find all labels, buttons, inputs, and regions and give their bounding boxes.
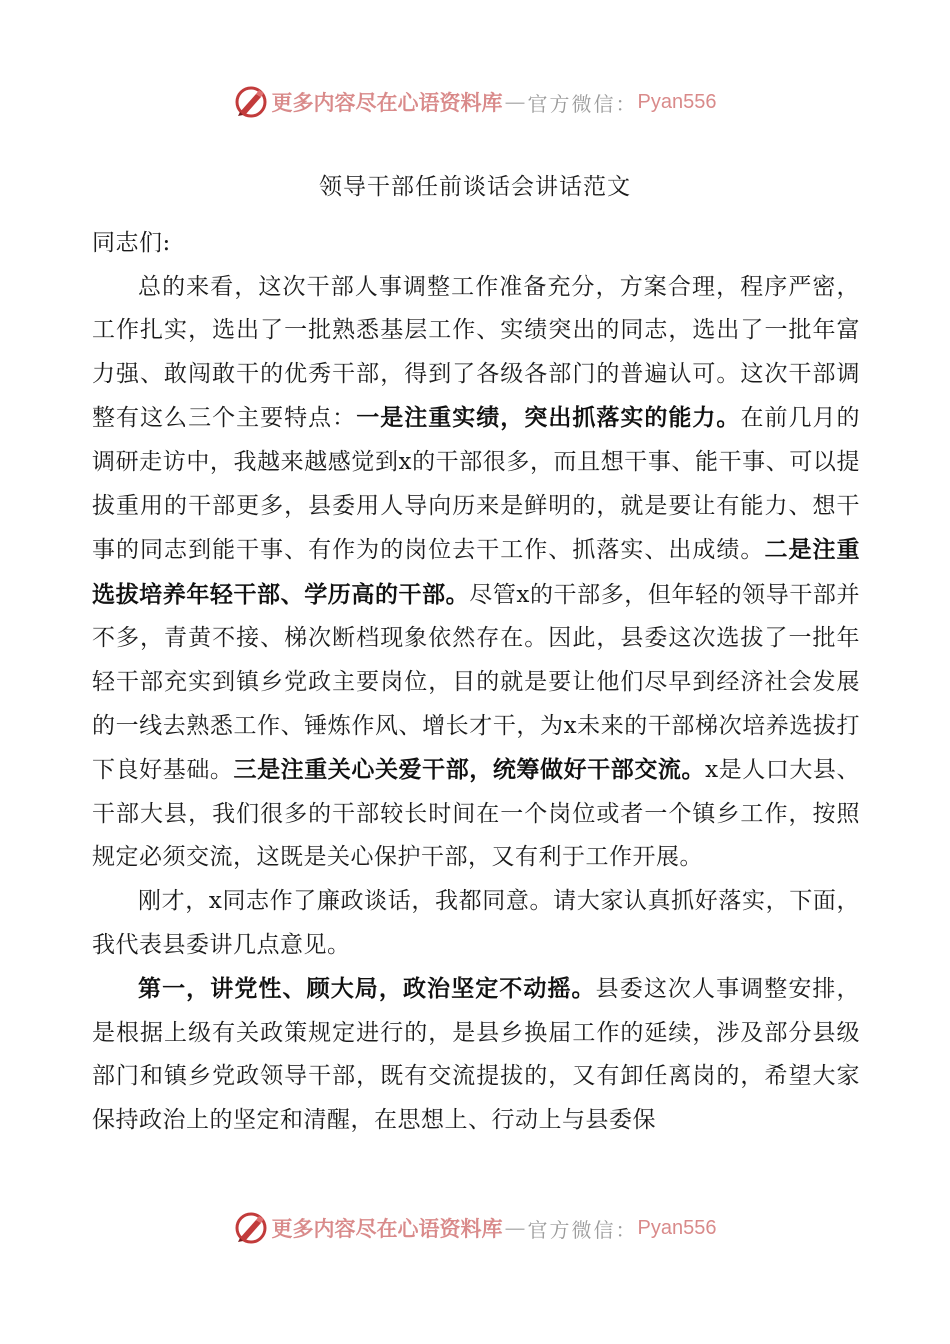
salutation: 同志们: (92, 230, 171, 256)
banner-wechat-label: 官方微信： (527, 1217, 638, 1242)
paragraph-characteristics (92, 266, 860, 880)
paragraph-text: 县委这次人事调整安排，是根据上级有关政策规定进行的，是县乡换届工作的延续，涉及部分县级部门和镇乡党政领导干部，既有交流提拔的，又有卸任离岗的，希望大家保持政治上的坚定和清醒，在思想上、行动上与县委保 (92, 976, 861, 1133)
bold-point-one: 一是注重实绩，突出抓落实的能力。 (356, 404, 741, 432)
pen-logo-icon (234, 85, 268, 119)
bold-heading-first: 第一，讲党性、顾大局，政治坚定不动摇。 (138, 975, 596, 1003)
document-title: 领导干部任前谈话会讲话范文 (319, 174, 631, 200)
paragraph-first-opinion (92, 967, 860, 1142)
banner-wechat-id: Pyan556 (637, 1216, 717, 1239)
paragraph-text: x是人口大县、干部大县，我们很多的干部较长时间在一个岗位或者一个镇乡工作，按照规定必须交流，这既是关心保护干部，又有利于工作开展。 (92, 757, 861, 871)
paragraph-transition: 刚才，x同志作了廉政谈话，我都同意。请大家认真抓好落实，下面，我代表县委讲几点意见。 (92, 887, 860, 958)
paragraph-text: 尽管x的干部多，但年轻的领导干部并不多，青黄不接、梯次断档现象依然存在。因此，县委这次选拔了一批年轻干部充实到镇乡党政主要岗位，目的就是要让他们尽早到经济社会发展的一线去熟悉工作、锤炼作风、增长才干，为x未来的干部梯次培养选拔打下良好基础。 (92, 581, 860, 784)
banner-wechat-id: Pyan556 (637, 90, 717, 113)
paragraph-text: 在前几月的调研走访中，我越来越感觉到x的干部很多，而且想干事、能干事、可以提拔重用的干部更多，县委用人导向历来是鲜明的，就是要让有能力、想干事的同志到能干事、有作为的岗位去干工作、抓落实、出成绩。 (92, 405, 861, 564)
document-body (92, 222, 860, 1142)
header-watermark-banner (0, 82, 950, 122)
bold-point-two: 二是注重选拔培养年轻干部、学历高的干部。 (92, 536, 861, 608)
banner-site-text: 更多内容尽在心语资料库 (271, 90, 503, 115)
banner-wechat-label: 官方微信： (527, 91, 638, 116)
footer-watermark-banner (0, 1208, 950, 1248)
banner-dash: — (504, 1216, 526, 1240)
banner-site-text: 更多内容尽在心语资料库 (271, 1216, 503, 1241)
bold-point-three: 三是注重关心关爱干部，统筹做好干部交流。 (233, 756, 706, 784)
pen-logo-icon (234, 1211, 268, 1245)
banner-dash: — (504, 90, 526, 114)
paragraph-text: 总的来看，这次干部人事调整工作准备充分，方案合理，程序严密，工作扎实，选出了一批熟悉基层工作、实绩突出的同志，选出了一批年富力强、敢闯敢干的优秀干部，得到了各级各部门的普遍认可。这次干部调整有这么三个主要特点： (92, 273, 860, 432)
